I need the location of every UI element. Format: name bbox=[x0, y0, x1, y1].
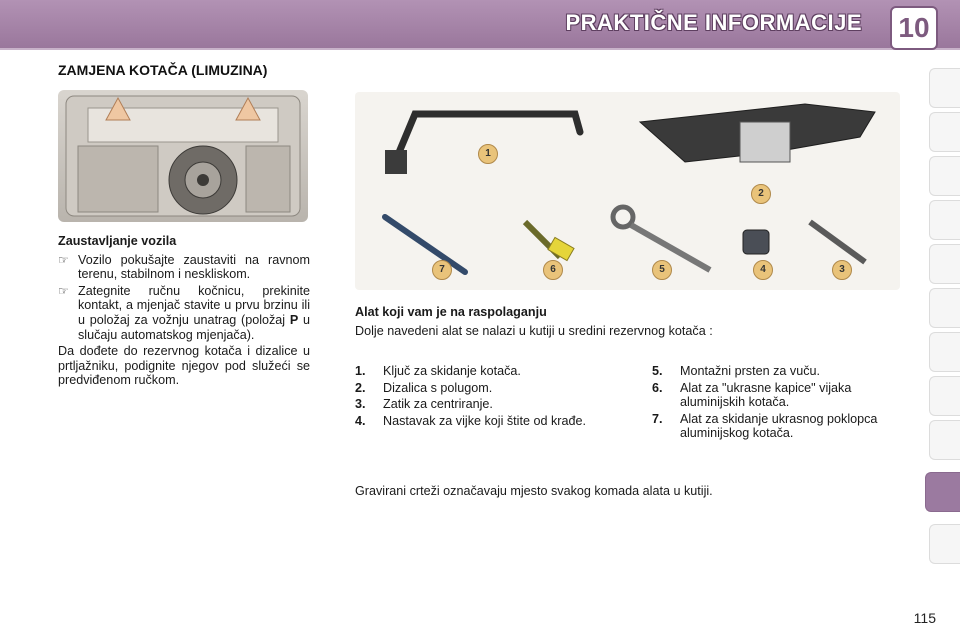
header-divider bbox=[0, 48, 960, 50]
page-number: 115 bbox=[913, 610, 936, 626]
chapter-tab[interactable] bbox=[929, 376, 960, 416]
chapter-tab-active[interactable] bbox=[925, 472, 960, 512]
list-item: 2. Dizalica s polugom. bbox=[355, 380, 493, 395]
wheel-brace-socket bbox=[385, 150, 407, 174]
chapter-tab[interactable] bbox=[929, 332, 960, 372]
tool-5-shaft bbox=[631, 225, 710, 270]
tools-intro: Dolje navedeni alat se nalazi u kutiji u sredini rezervnog kotača : bbox=[355, 324, 713, 338]
list-item: 1. Ključ za skidanje kotača. bbox=[355, 364, 521, 378]
stopping-subhead: Zaustavljanje vozila bbox=[58, 234, 177, 248]
bullet-text: Vozilo pokušajte zaustaviti na ravnom terenu, stabilnom i neskliskom. bbox=[78, 252, 310, 282]
tool-6-tag bbox=[548, 237, 574, 260]
tool-label-2: 2 bbox=[751, 184, 771, 204]
available-tools-section bbox=[355, 305, 900, 339]
tool-5-ring bbox=[613, 207, 633, 227]
stopping-vehicle-section bbox=[58, 234, 310, 388]
list-item: 5. Montažni prsten za vuču. bbox=[652, 364, 821, 378]
section-title: ZAMJENA KOTAČA (LIMUZINA) bbox=[58, 62, 268, 78]
jack-base bbox=[740, 122, 790, 162]
tool-7-shape bbox=[385, 217, 465, 272]
tools-subhead: Alat koji vam je na raspolaganju bbox=[355, 305, 547, 319]
chapter-number-badge: 10 bbox=[890, 6, 938, 50]
pointer-icon: ☞ bbox=[58, 283, 69, 298]
tool-label-6: 6 bbox=[543, 260, 563, 280]
chapter-tab[interactable] bbox=[929, 156, 960, 196]
chapter-tab[interactable] bbox=[929, 112, 960, 152]
chapter-tab[interactable] bbox=[929, 68, 960, 108]
instruction-bullet bbox=[58, 284, 310, 342]
list-item: 4. Nastavak za vijke koji štite od krađe. bbox=[355, 413, 586, 428]
trunk-drawing bbox=[58, 90, 308, 222]
instruction-bullet bbox=[58, 253, 310, 282]
tool-label-5: 5 bbox=[652, 260, 672, 280]
chapter-title: PRAKTIČNE INFORMACIJE bbox=[565, 10, 862, 35]
list-item: 3. Zatik za centriranje. bbox=[355, 397, 493, 412]
chapter-tab[interactable] bbox=[929, 200, 960, 240]
tool-4-shape bbox=[743, 230, 769, 254]
tools-list-right bbox=[652, 364, 902, 443]
engraving-footnote: Gravirani crteži označavaju mjesto svakog komada alata u kutiji. bbox=[355, 484, 713, 498]
tool-label-3: 3 bbox=[832, 260, 852, 280]
tool-label-7: 7 bbox=[432, 260, 452, 280]
chapter-tab[interactable] bbox=[929, 244, 960, 284]
bullet-text-continued: u slučaju automatskog mjenjača). bbox=[78, 312, 310, 342]
gear-position-p: P bbox=[289, 312, 299, 327]
tool-label-4: 4 bbox=[753, 260, 773, 280]
tool-3-shape bbox=[810, 222, 865, 262]
bullet-text: Zategnite ručnu kočnicu, prekinite kontakt, a mjenjač stavite u prvu brzinu ili u položaj za vožnju unatrag (položaj bbox=[78, 283, 310, 327]
chapter-tabs bbox=[928, 68, 960, 573]
pointer-icon: ☞ bbox=[58, 252, 69, 267]
chapter-tab[interactable] bbox=[929, 524, 960, 564]
tools-illustration bbox=[355, 92, 900, 290]
tools-list-left bbox=[355, 364, 595, 430]
list-item: 6. Alat za "ukrasne kapice" vijaka aluminijskih kotača. bbox=[652, 380, 852, 410]
access-paragraph: Da dođete do rezervnog kotača i dizalice u prtljažniku, podignite njegov pod služeći se predviđenom ručkom. bbox=[58, 344, 310, 388]
chapter-tab[interactable] bbox=[929, 420, 960, 460]
trunk-spare-wheel-illustration bbox=[58, 90, 308, 222]
tool-label-1: 1 bbox=[478, 144, 498, 164]
chapter-tab[interactable] bbox=[929, 288, 960, 328]
list-item: 7. Alat za skidanje ukrasnog poklopca aluminijskog kotača. bbox=[652, 411, 878, 441]
